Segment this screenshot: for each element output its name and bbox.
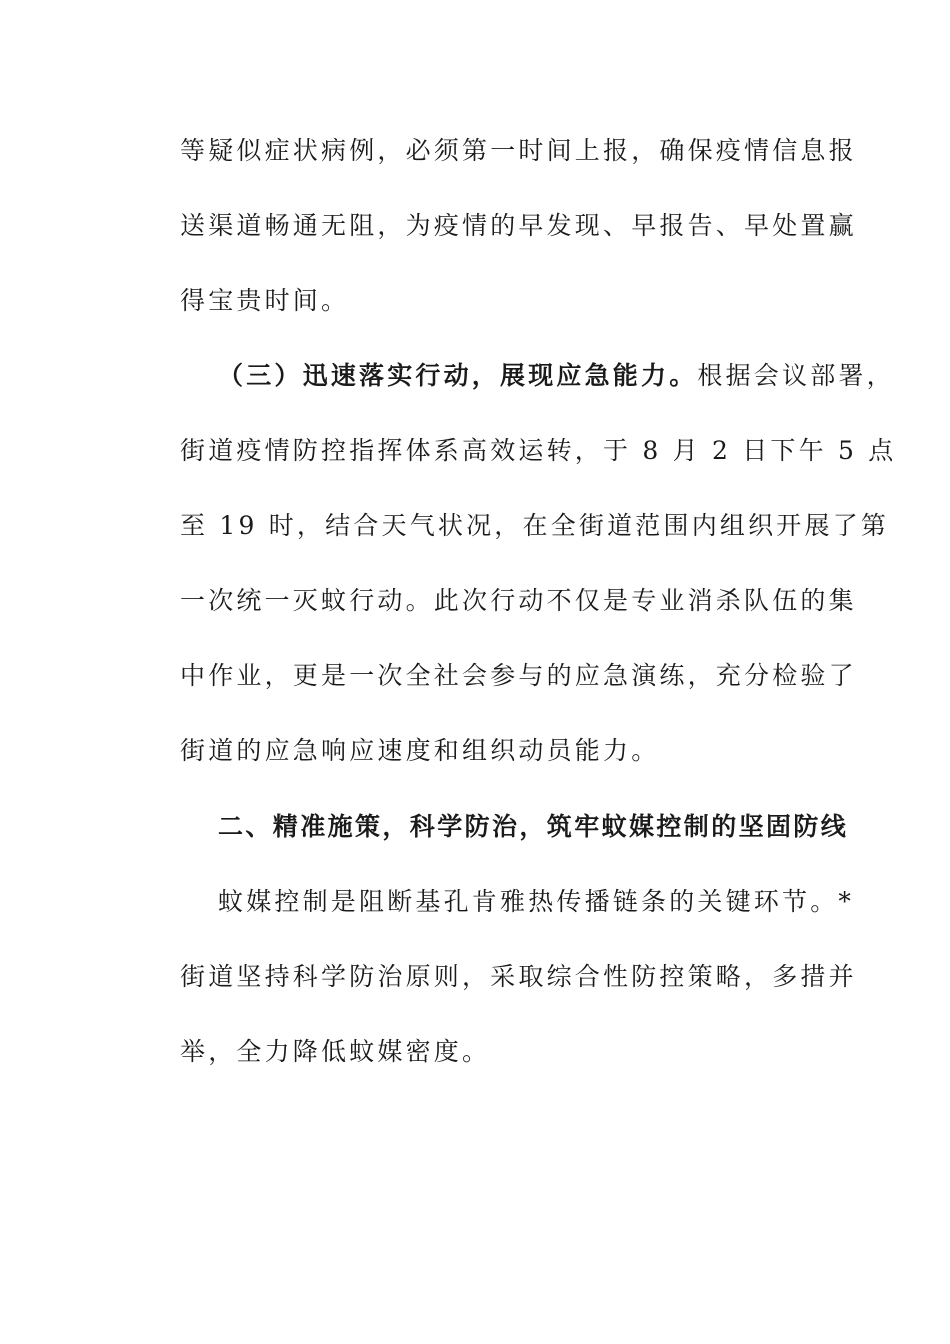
paragraph-lead-line xyxy=(218,359,895,393)
subsection-title: （三）迅速落实行动，展现应急能力。 xyxy=(218,361,698,390)
paragraph-line: 得宝贵时间。 xyxy=(180,286,350,315)
paragraph-line: 一次统一灭蚊行动。此次行动不仅是专业消杀队伍的集 xyxy=(180,586,857,615)
paragraph-line: 举，全力降低蚊媒密度。 xyxy=(180,1037,491,1066)
paragraph-line: 街道疫情防控指挥体系高效运转，于 8 月 2 日下午 5 点 xyxy=(180,436,897,465)
paragraph-line: 等疑似症状病例，必须第一时间上报，确保疫情信息报 xyxy=(180,136,857,165)
paragraph-line: 送渠道畅通无阻，为疫情的早发现、早报告、早处置赢 xyxy=(180,211,857,240)
paragraph-line: 至 19 时，结合天气状况，在全街道范围内组织开展了第 xyxy=(180,511,890,540)
paragraph-line: 蚊媒控制是阻断基孔肯雅热传播链条的关键环节。* xyxy=(218,887,855,916)
paragraph-line: 中作业，更是一次全社会参与的应急演练，充分检验了 xyxy=(180,661,857,690)
section-heading: 二、精准施策，科学防治，筑牢蚊媒控制的坚固防线 xyxy=(218,812,849,841)
paragraph-line: 街道的应急响应速度和组织动员能力。 xyxy=(180,736,660,765)
paragraph-line: 街道坚持科学防治原则，采取综合性防控策略，多措并 xyxy=(180,962,857,991)
paragraph-text: 根据会议部署， xyxy=(697,361,895,390)
